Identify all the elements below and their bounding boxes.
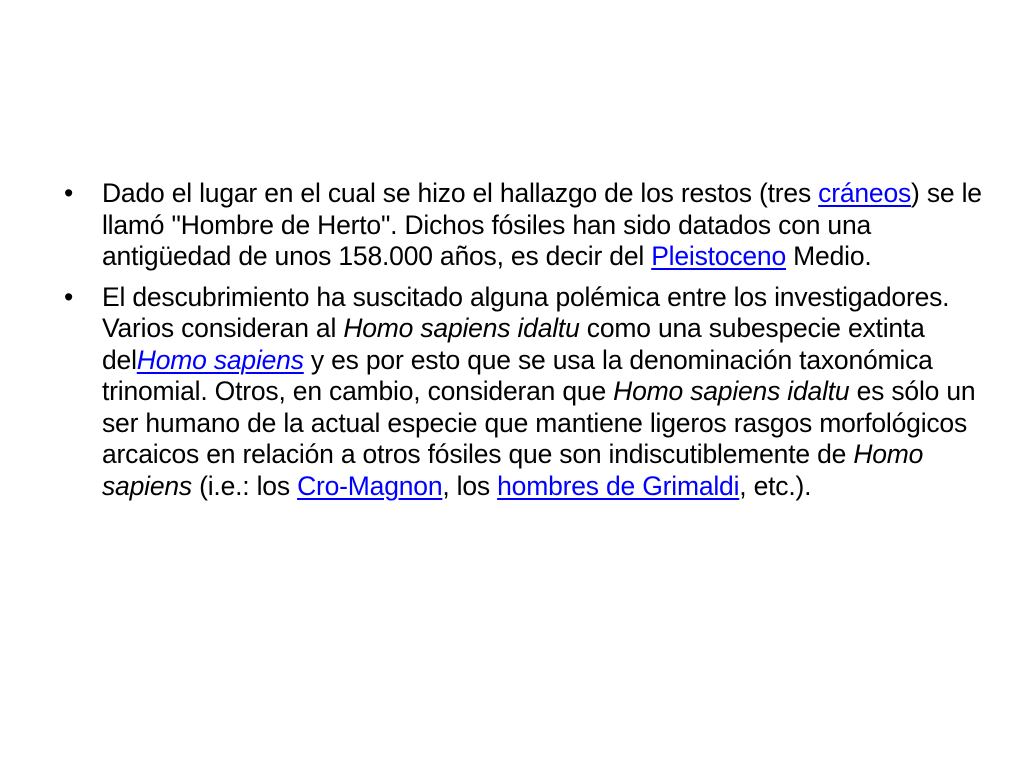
link-pleistoceno[interactable]: Pleistoceno <box>651 241 787 271</box>
text-segment: (i.e.: los <box>191 470 298 501</box>
link-homo-sapiens[interactable]: Homo sapiens <box>136 344 304 375</box>
bullet-icon: • <box>64 281 74 312</box>
species-name-italic: Homo sapiens idaltu <box>613 376 850 406</box>
bullet-icon: • <box>64 178 74 208</box>
text-segment: ) se le llamó "Hombre de Herto". Dichos fósiles han sido datados con una antigüedad de unos 158.000 años, es decir del <box>102 178 982 271</box>
bullet-list <box>64 178 984 511</box>
text-segment: es sólo un ser humano de la actual especie que mantiene ligeros rasgos morfológicos arcaicos en relación a otros fósiles que son indiscutiblemente de <box>102 376 976 469</box>
text-segment: y es por esto que se usa la denominación taxonómica trinomial. Otros, en cambio, consideran que <box>102 344 933 406</box>
bullet-item-polemica <box>64 282 984 503</box>
text-segment: El descubrimiento ha suscitado alguna polémica entre los investigadores. Varios consideran al <box>102 281 950 343</box>
text-segment: , los <box>442 470 498 501</box>
link-craneos[interactable]: cráneos <box>818 178 912 208</box>
species-name-italic: Homo sapiens <box>102 439 924 501</box>
text-segment: Medio. <box>786 241 872 271</box>
link-cro-magnon[interactable]: Cro-Magnon <box>297 470 443 501</box>
text-segment: Dado el lugar en el cual se hizo el hallazgo de los restos (tres <box>102 178 819 208</box>
text-segment: como una subespecie extinta del <box>102 313 925 375</box>
bullet-item-herto <box>64 178 984 273</box>
text-segment: , etc.). <box>739 470 812 501</box>
link-hombres-de-grimaldi[interactable]: hombres de Grimaldi <box>497 470 740 501</box>
species-name-italic: Homo sapiens idaltu <box>343 313 580 343</box>
